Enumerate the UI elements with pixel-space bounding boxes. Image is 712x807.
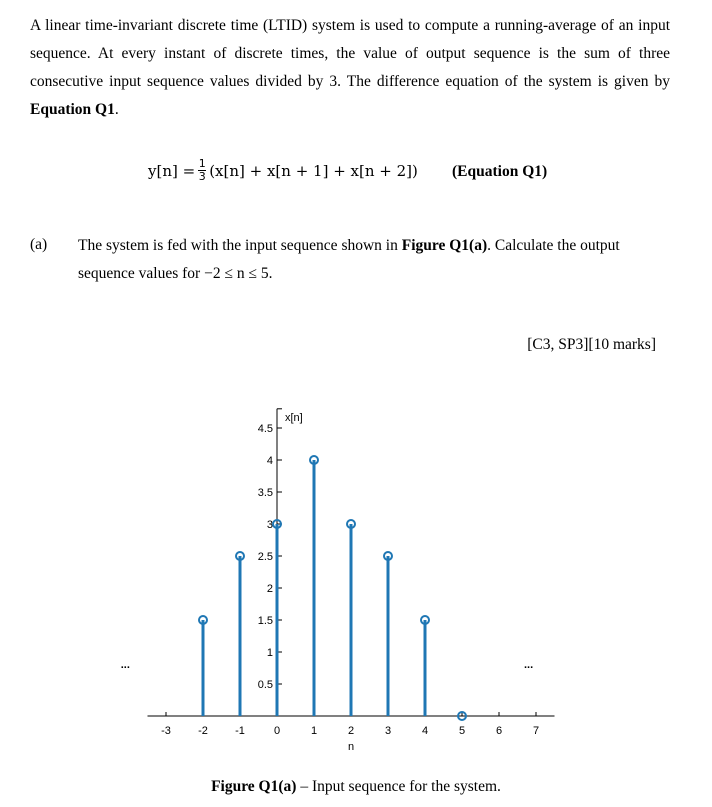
part-a-question xyxy=(78,232,656,288)
x-tick-label: 7 xyxy=(532,725,540,737)
fraction-denominator: 3 xyxy=(198,170,206,183)
x-tick-label: -1 xyxy=(235,725,245,737)
equation-label: (Equation Q1) xyxy=(452,163,548,180)
x-tick-label: 0 xyxy=(273,725,281,737)
part-a-text-end: . Calculate the output sequence values for −2 ≤ n ≤ 5. xyxy=(78,237,620,282)
x-tick-label: 4 xyxy=(421,725,429,737)
y-tick-label: 3.5 xyxy=(257,487,273,499)
y-axis-label: x[n] xyxy=(285,411,303,424)
y-tick-label: 4 xyxy=(266,455,273,467)
y-tick-label: 2 xyxy=(266,583,273,595)
equation-fraction xyxy=(198,158,206,183)
x-tick-label: 5 xyxy=(458,725,466,737)
x-tick-label: 3 xyxy=(384,725,392,737)
figure-caption xyxy=(0,778,712,796)
equation-lhs: y[n] = xyxy=(148,161,196,180)
part-a-label: (a) xyxy=(30,236,48,253)
x-tick-label: 2 xyxy=(347,725,355,737)
equation-reference: Equation Q1 xyxy=(30,101,115,118)
difference-equation xyxy=(148,158,418,183)
x-tick-label: -2 xyxy=(198,725,208,737)
x-tick-label: -3 xyxy=(161,725,171,737)
y-tick-label: 4.5 xyxy=(257,423,273,435)
intro-period: . xyxy=(114,101,119,118)
equation-rhs: (x[n] + x[n + 1] + x[n + 2]) xyxy=(209,161,418,180)
intro-paragraph xyxy=(30,12,670,124)
y-tick-label: 1 xyxy=(266,647,273,659)
y-tick-label: 1.5 xyxy=(257,615,273,627)
x-tick-label: 1 xyxy=(310,725,318,737)
caption-figure-number: Figure Q1(a) xyxy=(211,778,297,795)
y-tick-label: 3 xyxy=(266,519,273,531)
intro-text: A linear time-invariant discrete time (LTID) system is used to compute a running-average of an input sequence. At every instant of discrete times, the value of output sequence is the sum of three consecutive input sequence values divided by 3. The difference equation of the system is given by xyxy=(30,17,670,90)
marks-label: [C3, SP3][10 marks] xyxy=(527,336,656,353)
x-tick-label: 6 xyxy=(495,725,503,737)
ellipsis-left: ... xyxy=(120,659,130,671)
caption-text: – Input sequence for the system. xyxy=(296,778,501,795)
x-axis-label: n xyxy=(347,741,355,753)
part-a-text: The system is fed with the input sequence shown in xyxy=(78,237,402,254)
figure-reference: Figure Q1(a) xyxy=(401,237,488,254)
y-tick-label: 0.5 xyxy=(257,679,273,691)
stem-chart xyxy=(0,380,712,780)
fraction-numerator: 1 xyxy=(198,157,206,170)
y-tick-label: 2.5 xyxy=(257,551,273,563)
ellipsis-right: ... xyxy=(524,659,534,671)
